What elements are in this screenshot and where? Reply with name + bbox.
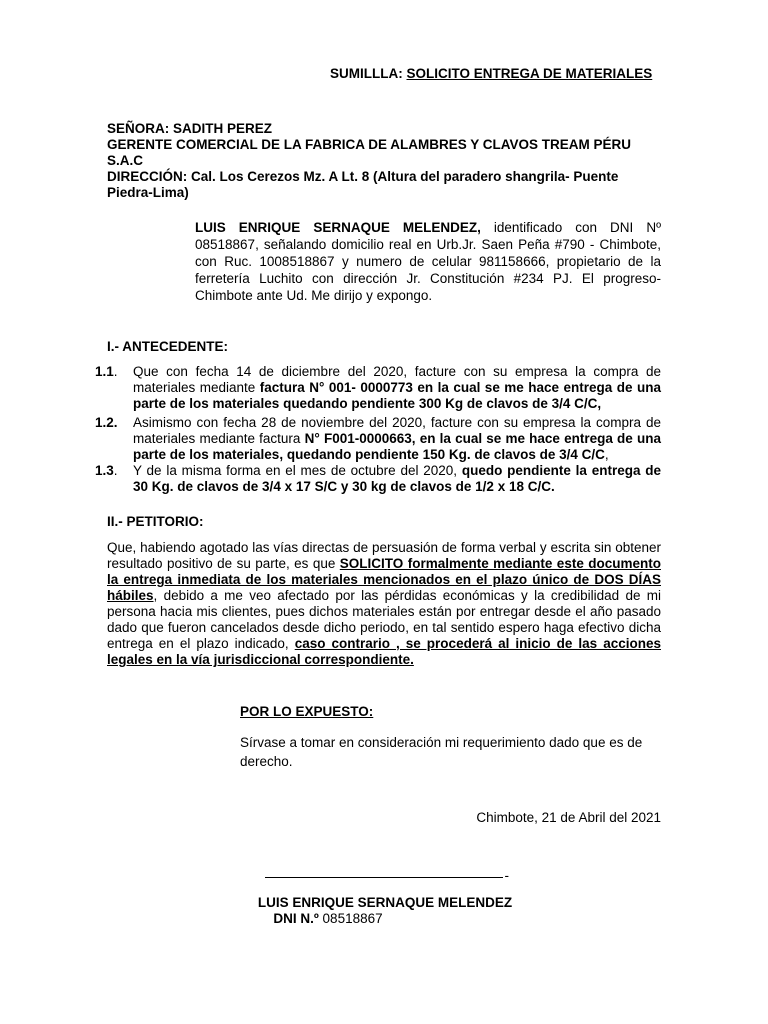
intro-text: identificado con DNI Nº 08518867, señalando domicilio real en Urb.Jr. Saen Peña #790 - Chimbote, con Ruc. 1008518867 y numero de celular 981158666, propietario de la ferretería Luchito con dirección Jr. Constitución #234 PJ. El progreso- Chimbote ante Ud. Me dirijo y expongo. bbox=[195, 220, 661, 303]
address-value: Cal. Los Cerezos Mz. A Lt. 8 (Altura del paradero shangrila- Puente Piedra-Lima) bbox=[107, 169, 619, 200]
item-number bbox=[95, 415, 131, 431]
item-text bbox=[133, 415, 661, 463]
item-number-value: 1.2. bbox=[95, 415, 118, 430]
signature-line-end: - bbox=[504, 868, 509, 883]
petitorio-request: SOLICITO formalmente mediante este documento la entrega inmediata de los materiales mencionados en el plazo único de DOS DÍAS hábiles bbox=[107, 556, 661, 603]
petitorio-text-1: Que, habiendo agotado las vías directas de persuasión de forma verbal y escrita sin obtener resultado positivo de su parte, es que bbox=[107, 540, 661, 571]
document-date: Chimbote, 21 de Abril del 2021 bbox=[476, 810, 661, 825]
addressee-address bbox=[107, 169, 663, 201]
sumilla-heading bbox=[330, 66, 652, 81]
intro-name: LUIS ENRIQUE SERNAQUE MELENDEZ, bbox=[195, 220, 481, 235]
conclusion-paragraph: Sírvase a tomar en consideración mi requerimiento dado que es de derecho. bbox=[240, 735, 643, 769]
conclusion-heading: POR LO EXPUESTO: bbox=[240, 704, 374, 719]
intro-paragraph bbox=[195, 219, 661, 304]
item-text-plain: Que con fecha 14 de diciembre del 2020, facture con su empresa la compra de materiales mediante bbox=[133, 364, 661, 395]
addressee-name: SEÑORA: SADITH PEREZ bbox=[107, 121, 273, 136]
item-text bbox=[133, 463, 661, 495]
item-text-tail: , bbox=[604, 447, 609, 462]
item-text-plain: Asimismo con fecha 28 de noviembre del 2020, facture con su empresa la compra de materiales mediante factura bbox=[133, 415, 661, 446]
item-text-bold: factura N° 001- 0000773 en la cual se me hace entrega de una parte de los materiales quedando pendiente 300 Kg de clavos de 3/4 C/C, bbox=[133, 380, 661, 411]
dni-value: 08518867 bbox=[318, 911, 383, 926]
item-text bbox=[133, 364, 661, 412]
item-number-suffix: . bbox=[113, 364, 118, 379]
item-number-value: 1.1 bbox=[95, 364, 114, 379]
addressee-block bbox=[107, 121, 663, 201]
item-text-bold: quedo pendiente la entrega de 30 Kg. de clavos de 3/4 x 17 S/C y 30 kg de clavos de 1/2 x 18 C/C. bbox=[133, 463, 661, 494]
sumilla-label: SUMILLLA: bbox=[330, 66, 403, 81]
petitorio-paragraph bbox=[107, 540, 661, 668]
item-text-bold: N° F001-0000663, en la cual se me hace entrega de una parte de los materiales, quedando pendiente 150 Kg. de clavos de 3/4 C/C bbox=[133, 431, 661, 462]
petitorio-heading: II.- PETITORIO: bbox=[107, 514, 204, 529]
signature-line bbox=[265, 868, 509, 883]
antecedente-heading: I.- ANTECEDENTE: bbox=[107, 339, 228, 354]
antecedente-item bbox=[95, 415, 661, 463]
item-number-suffix: . bbox=[113, 463, 118, 478]
sumilla-title: SOLICITO ENTREGA DE MATERIALES bbox=[406, 66, 653, 81]
petitorio-warning: caso contrario , se procederá al inicio de las acciones legales en la vía jurisdiccional correspondiente. bbox=[107, 636, 661, 667]
item-number bbox=[95, 364, 131, 380]
signature-name: LUIS ENRIQUE SERNAQUE MELENDEZ bbox=[257, 895, 513, 910]
petitorio-text-2: , debido a me veo afectado por las pérdidas económicas y la credibilidad de mi persona hacia mis clientes, pues dichos materiales están por entregar desde el año pasado dado que fueron cancelados desde dicho periodo, en tal sentido espero haga efectivo dicha entrega en el plazo indicado, bbox=[107, 588, 661, 651]
address-label: DIRECCIÓN: bbox=[107, 169, 188, 184]
item-number-value: 1.3 bbox=[95, 463, 114, 478]
addressee-position: GERENTE COMERCIAL DE LA FABRICA DE ALAMBRES Y CLAVOS TREAM PÉRU S.A.C bbox=[107, 137, 632, 168]
item-number bbox=[95, 463, 131, 479]
antecedente-item bbox=[95, 364, 661, 412]
item-text-plain: Y de la misma forma en el mes de octubre del 2020, bbox=[133, 463, 462, 478]
dni-label: DNI N.º bbox=[273, 911, 319, 926]
antecedente-item bbox=[95, 463, 661, 495]
signature-dni bbox=[200, 911, 456, 926]
